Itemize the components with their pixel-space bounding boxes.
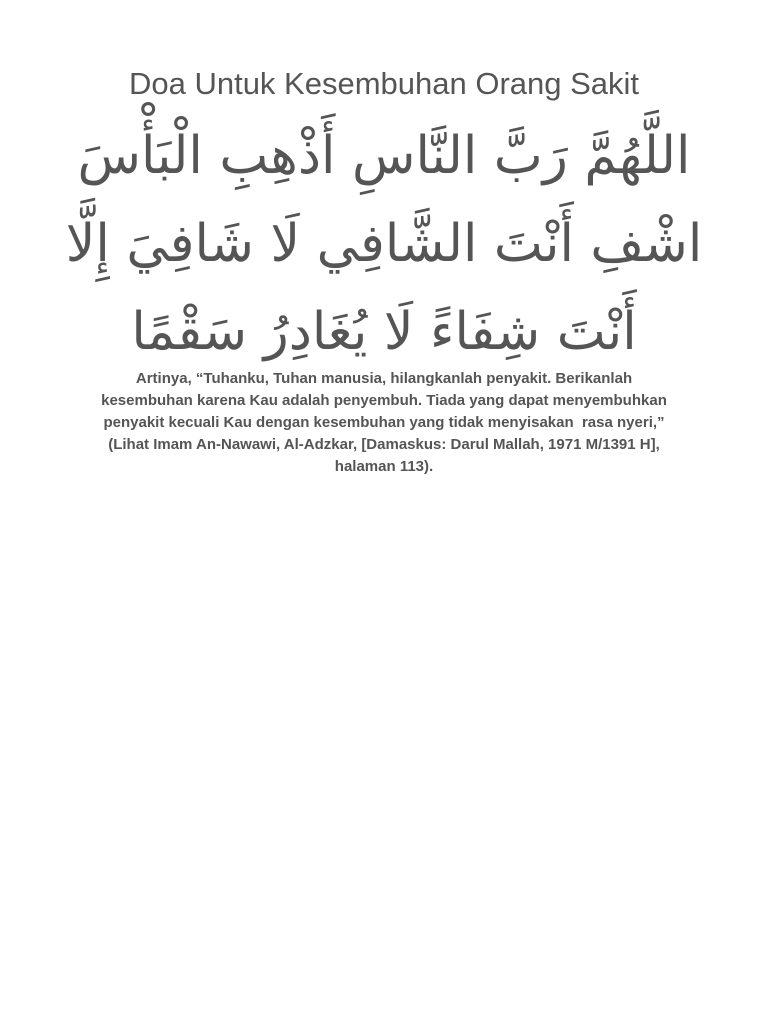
arabic-line-2: اشْفِ أَنْتَ الشَّافِي لَا شَافِيَ إِلَّا: [65, 214, 703, 274]
translation-paragraph: [60, 368, 708, 478]
arabic-line-3: أَنْتَ شِفَاءً لَا يُغَادِرُ سَقْمًا: [131, 302, 637, 362]
translation-line-5: halaman 113).: [334, 458, 434, 475]
translation-line-1: Artinya, “Tuhanku, Tuhan manusia, hilangkanlah penyakit. Berikanlah: [135, 370, 633, 387]
translation-line-2: kesembuhan karena Kau adalah penyembuh. Tiada yang dapat menyembuhkan: [101, 392, 667, 409]
arabic-prayer: [60, 112, 708, 376]
page-title: Doa Untuk Kesembuhan Orang Sakit: [128, 66, 640, 101]
translation-line-3: penyakit kecuali Kau dengan kesembuhan yang tidak menyisakan rasa nyeri,”: [103, 414, 665, 431]
arabic-line-1: اللَّهُمَّ رَبَّ النَّاسِ أَذْهِبِ الْبَأْسَ: [77, 126, 691, 186]
translation-line-4: (Lihat Imam An-Nawawi, Al-Adzkar, [Damaskus: Darul Mallah, 1971 M/1391 H],: [108, 436, 660, 453]
